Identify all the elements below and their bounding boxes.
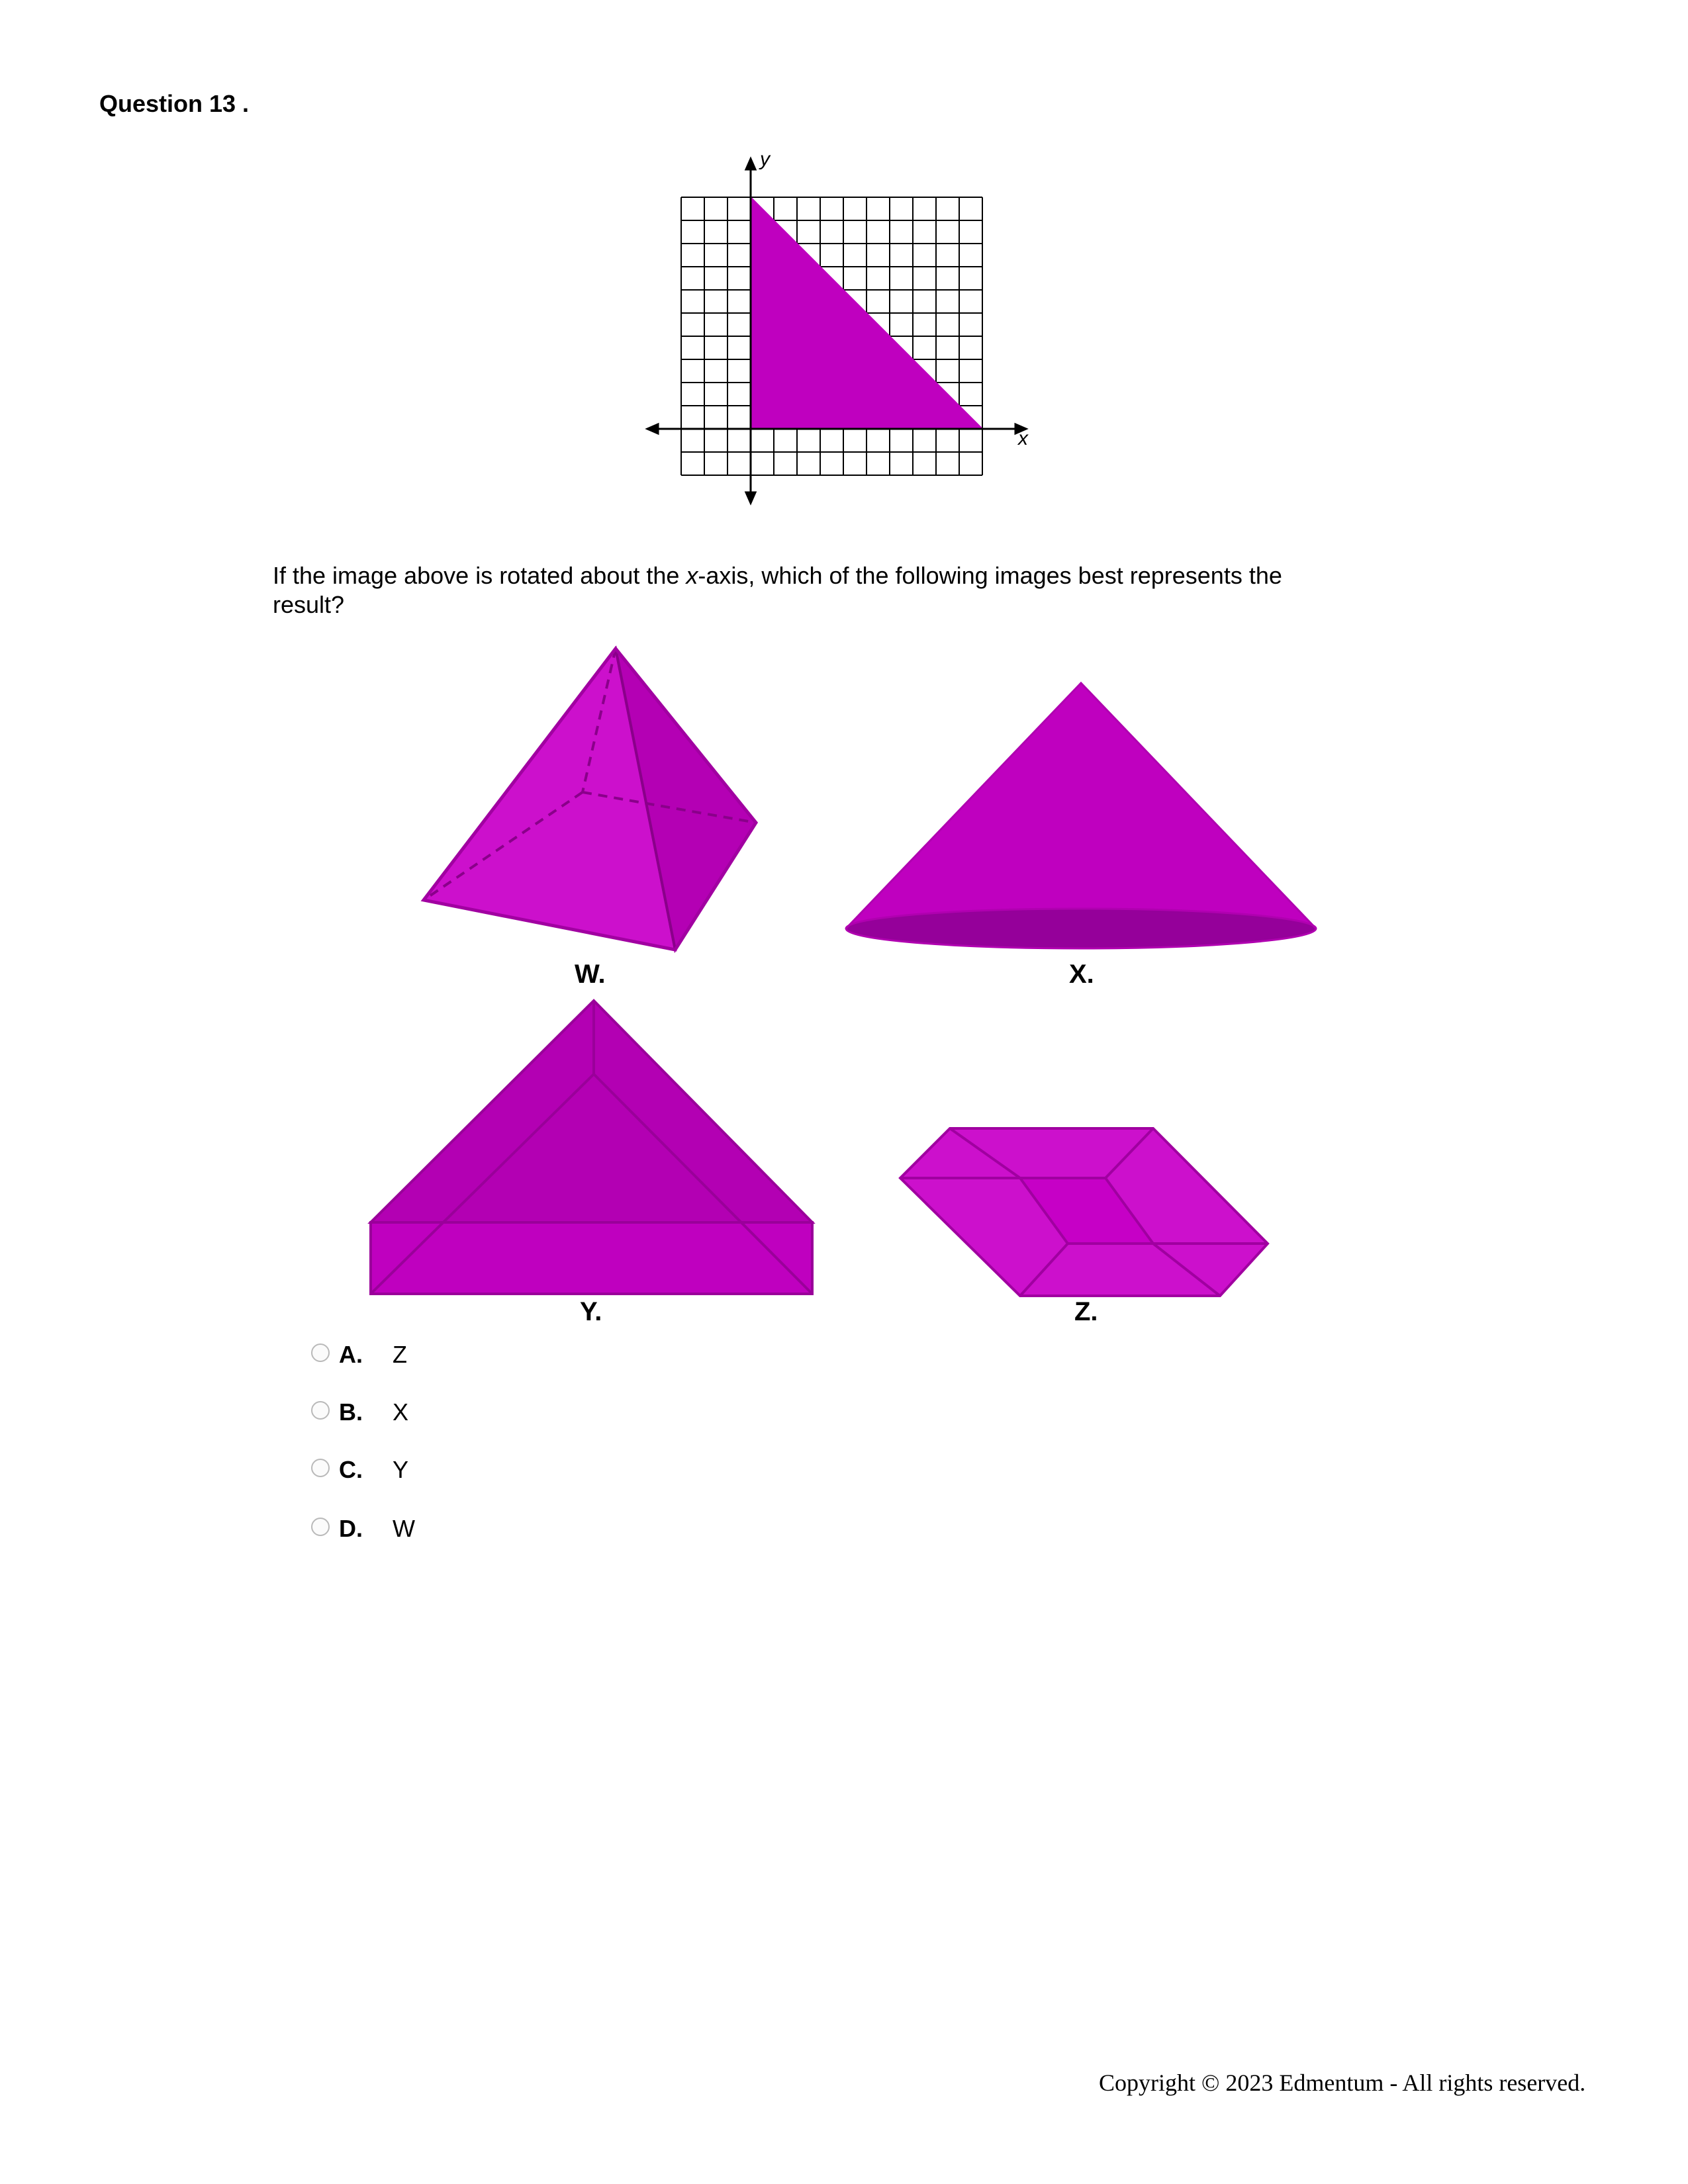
answer-figures xyxy=(351,645,1331,1327)
copyright-footer: Copyright © 2023 Edmentum - All rights reserved. xyxy=(1099,2070,1586,2096)
figure-x-cone xyxy=(846,683,1316,948)
coordinate-graph xyxy=(642,146,1039,516)
figure-x-label: X. xyxy=(1069,960,1094,989)
option-a-radio[interactable] xyxy=(311,1343,330,1362)
option-d-text: W xyxy=(393,1515,415,1542)
option-c[interactable] xyxy=(311,1452,576,1492)
option-a[interactable] xyxy=(311,1337,576,1377)
option-a-letter: A. xyxy=(339,1341,363,1368)
figure-w-pyramid xyxy=(424,649,756,950)
figure-y-prism xyxy=(371,1001,812,1294)
option-a-text: Z xyxy=(393,1341,407,1368)
question-title: Question 13 . xyxy=(99,90,250,117)
option-b-radio[interactable] xyxy=(311,1401,330,1420)
figure-y-label: Y. xyxy=(580,1297,602,1326)
figure-w-label: W. xyxy=(575,960,606,989)
figure-z-label: Z. xyxy=(1074,1297,1098,1326)
option-c-text: Y xyxy=(393,1456,409,1483)
option-c-letter: C. xyxy=(339,1456,363,1483)
option-d-letter: D. xyxy=(339,1515,363,1542)
y-axis-label: y xyxy=(760,148,770,170)
option-d-radio[interactable] xyxy=(311,1518,330,1536)
prompt-text-start: If the image above is rotated about the xyxy=(273,562,686,589)
option-b-letter: B. xyxy=(339,1398,363,1426)
option-d[interactable] xyxy=(311,1511,576,1551)
question-prompt xyxy=(273,561,1358,619)
option-c-radio[interactable] xyxy=(311,1459,330,1477)
x-axis-label: x xyxy=(1018,428,1028,449)
prompt-text-end: -axis, which of the following images best represents the result? xyxy=(273,562,1282,618)
figure-z-solid xyxy=(900,1128,1268,1296)
prompt-variable: x xyxy=(686,562,698,589)
option-b-text: X xyxy=(393,1398,409,1426)
option-b[interactable] xyxy=(311,1394,576,1434)
